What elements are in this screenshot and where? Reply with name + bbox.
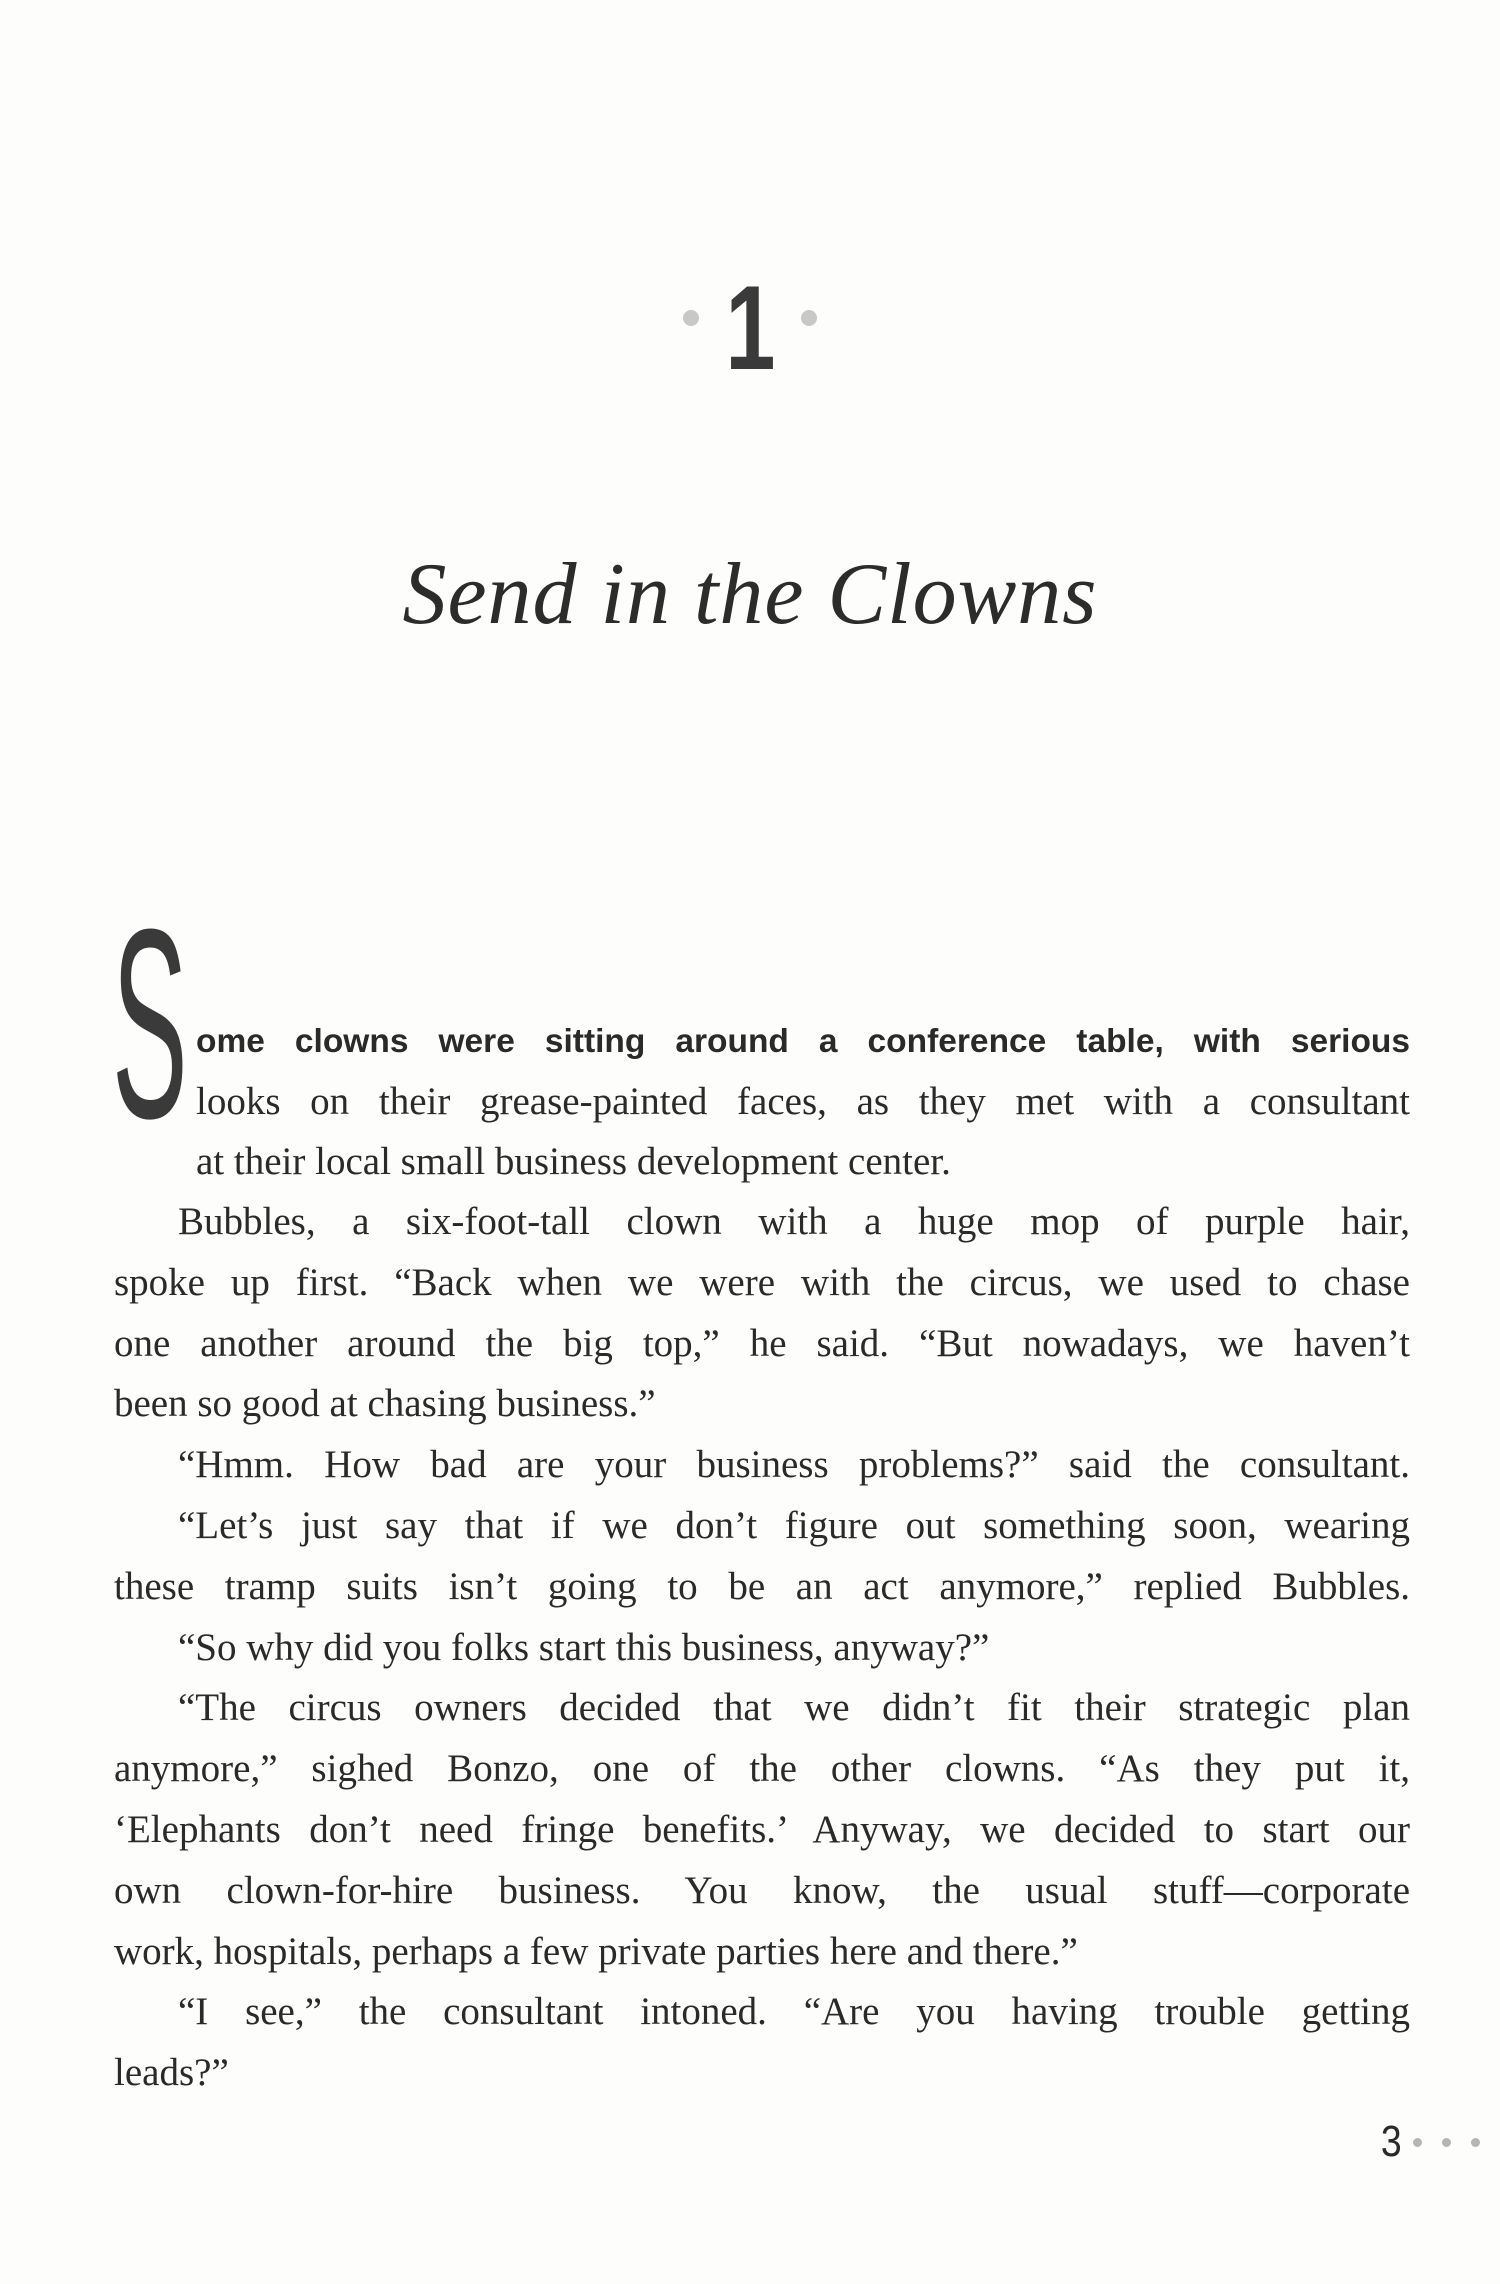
chapter-number-ornament [0, 261, 1500, 398]
text-line: “I see,” the consultant intoned. “Are you having trouble getting [178, 1990, 1410, 2034]
text-line: these tramp suits isn’t going to be an act anymore,” replied Bubbles. [114, 1564, 1410, 1608]
text-line: anymore,” sighed Bonzo, one of the other clowns. “As they put it, [114, 1747, 1410, 1791]
text-line: looks on their grease-painted faces, as they met with a consultant [196, 1080, 1410, 1123]
drop-cap: S [112, 874, 188, 1175]
text-line: Bubbles, a six-foot-tall clown with a huge mop of purple hair, [178, 1200, 1410, 1243]
text-line: “Hmm. How bad are your business problems?” said the consultant. [178, 1443, 1410, 1487]
chapter-number: 1 [724, 261, 776, 395]
page-folio [1379, 2112, 1500, 2172]
ornament-dot-right [801, 310, 817, 326]
text-line: at their local small business development center. [196, 1140, 951, 1183]
folio-dot [1413, 2138, 1422, 2147]
lead-line: ome clowns were sitting around a conference table, with serious [196, 1023, 1410, 1060]
body-text [114, 1192, 1410, 2104]
text-line: “The circus owners decided that we didn’t fit their strategic plan [178, 1686, 1410, 1730]
chapter-title: Send in the Clowns [402, 546, 1098, 643]
folio-dot [1471, 2138, 1480, 2147]
folio-dot [1442, 2138, 1451, 2147]
text-line: spoke up first. “Back when we were with the circus, we used to chase [114, 1260, 1410, 1304]
ornament-dot-left [683, 310, 699, 326]
text-line: one another around the big top,” he said. “But nowadays, we haven’t [114, 1321, 1410, 1365]
text-line: been so good at chasing business.” [114, 1382, 656, 1426]
drop-cap-wrapped-lines [196, 1072, 1410, 1192]
page-number: 3 [1380, 2117, 1402, 2166]
text-line: work, hospitals, perhaps a few private parties here and there.” [114, 1929, 1078, 1973]
text-line: ‘Elephants don’t need fringe benefits.’ Anyway, we decided to start our [114, 1807, 1410, 1851]
text-line: own clown-for-hire business. You know, the usual stuff—corporate [114, 1868, 1410, 1912]
text-line: “So why did you folks start this business, anyway?” [178, 1625, 990, 1669]
text-line: leads?” [114, 2051, 229, 2095]
text-line: “Let’s just say that if we don’t figure out something soon, wearing [178, 1503, 1410, 1547]
